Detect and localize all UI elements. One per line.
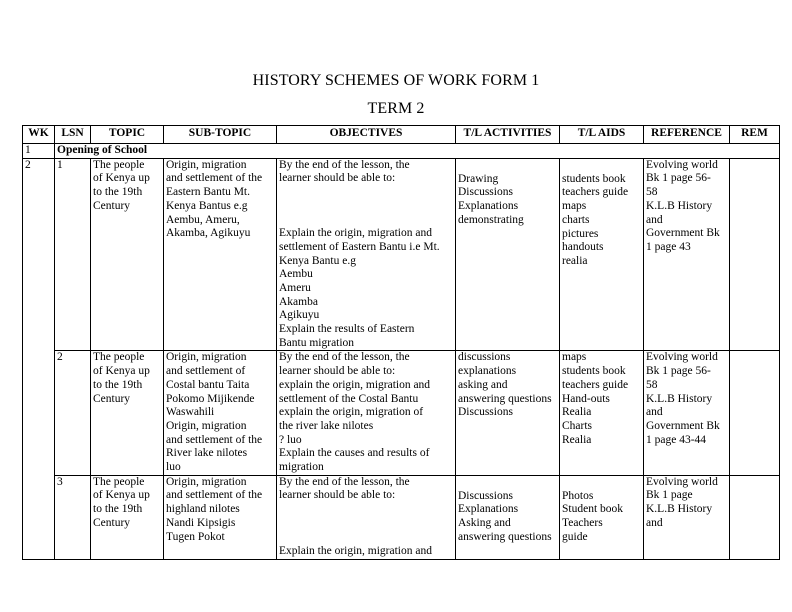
opening-row [23,144,780,159]
topic-cell: The people of Kenya up to the 19th Century [91,475,164,559]
activities-cell: Discussions Explanations Asking and answering questions [456,475,560,559]
aids-cell: students book teachers guide maps charts pictures handouts realia [560,158,644,351]
rem-cell [730,158,780,351]
reference-cell: Evolving world Bk 1 page K.L.B History and [644,475,730,559]
document-term: TERM 2 [367,100,425,117]
document-title: HISTORY SCHEMES OF WORK FORM 1 [252,72,540,89]
header-tl-activities: T/L ACTIVITIES [456,126,560,144]
activities-cell: Drawing Discussions Explanations demonstrating [456,158,560,351]
header-objectives: OBJECTIVES [277,126,456,144]
table-row [23,475,780,559]
activities-cell: discussions explanations asking and answering questions Discussions [456,351,560,475]
header-topic: TOPIC [91,126,164,144]
header-reference: REFERENCE [644,126,730,144]
scheme-table [22,125,780,560]
subtopic-cell: Origin, migration and settlement of the Eastern Bantu Mt. Kenya Bantus e.g Aembu, Ameru, Akamba, Agikuyu [164,158,277,351]
reference-cell: Evolving world Bk 1 page 56- 58 K.L.B History and Government Bk 1 page 43-44 [644,351,730,475]
subtopic-cell: Origin, migration and settlement of Costal bantu Taita Pokomo Mijikende Waswahili Origin, migration and settlement of the River lake nilotes luo [164,351,277,475]
opening-text: Opening of School [55,144,780,159]
objectives-cell: By the end of the lesson, the learner should be able to: Explain the origin, migration and settlement of Eastern Bantu i.e Mt. Kenya Bantu e.g Aembu Ameru Akamba Agikuyu Explain the results of Eastern Bantu migration [277,158,456,351]
header-wk: WK [23,126,55,144]
header-tl-aids: T/L AIDS [560,126,644,144]
table-row [23,351,780,475]
lesson-number: 1 [55,158,91,351]
topic-cell: The people of Kenya up to the 19th Century [91,158,164,351]
header-sub-topic: SUB-TOPIC [164,126,277,144]
rem-cell [730,351,780,475]
header-lsn: LSN [55,126,91,144]
lesson-number: 3 [55,475,91,559]
opening-week: 1 [23,144,55,159]
lesson-number: 2 [55,351,91,475]
header-rem: REM [730,126,780,144]
rem-cell [730,475,780,559]
aids-cell: maps students book teachers guide Hand-outs Realia Charts Realia [560,351,644,475]
table-row [23,158,780,351]
reference-cell: Evolving world Bk 1 page 56- 58 K.L.B History and Government Bk 1 page 43 [644,158,730,351]
week-number: 2 [23,158,55,559]
header-row [23,126,780,144]
aids-cell: Photos Student book Teachers guide [560,475,644,559]
subtopic-cell: Origin, migration and settlement of the highland nilotes Nandi Kipsigis Tugen Pokot [164,475,277,559]
objectives-cell: By the end of the lesson, the learner should be able to: Explain the origin, migration and [277,475,456,559]
topic-cell: The people of Kenya up to the 19th Century [91,351,164,475]
objectives-cell: By the end of the lesson, the learner should be able to: explain the origin, migration and settlement of the Costal Bantu explain the origin, migration of the river lake nilotes ? luo Explain the causes and results of migration [277,351,456,475]
